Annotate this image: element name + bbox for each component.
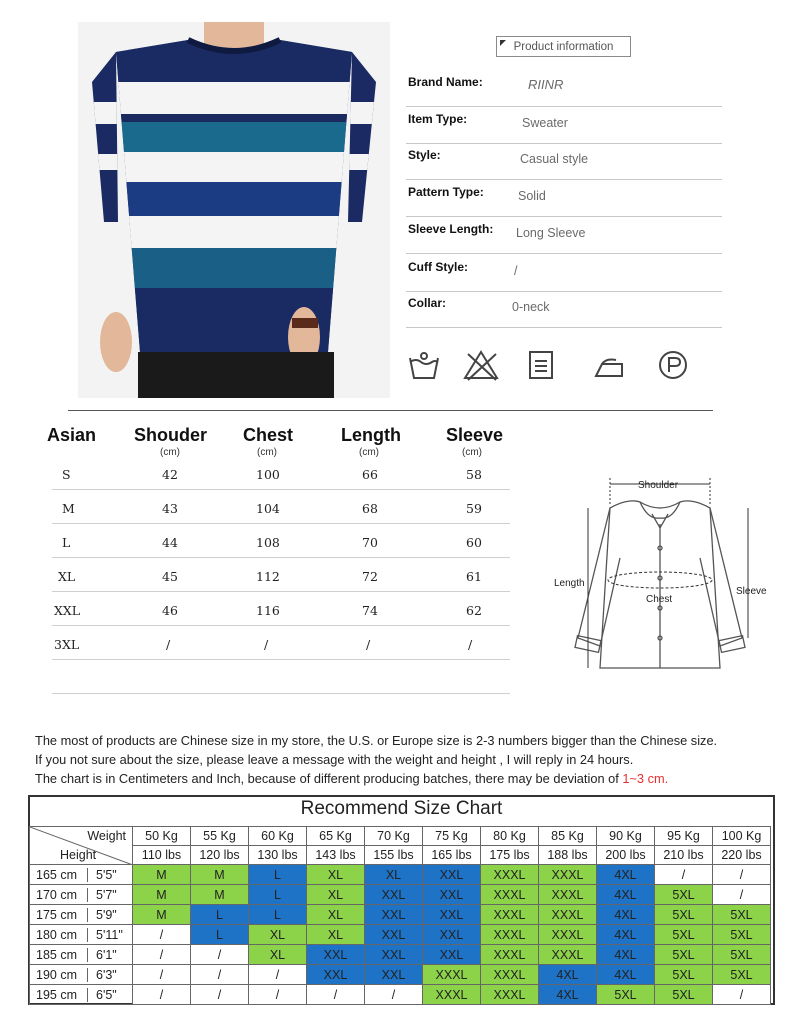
size-cell: L — [62, 535, 71, 550]
kg-cell: 100 Kg — [713, 827, 771, 846]
size-recommendation-cell: XXL — [423, 905, 481, 925]
height-row — [30, 885, 771, 905]
size-cell: 108 — [256, 535, 280, 550]
size-cell: 104 — [256, 501, 280, 516]
size-cell: 58 — [466, 467, 482, 482]
size-recommendation-cell: XL — [307, 885, 365, 905]
size-cell: / — [264, 637, 269, 652]
size-cell: XL — [58, 569, 76, 584]
size-cell: XXL — [54, 603, 81, 618]
size-recommendation-cell: XL — [249, 945, 307, 965]
tumble-dry-icon — [530, 352, 552, 378]
label-chest: Chest — [646, 594, 673, 605]
height-row — [30, 865, 771, 885]
size-cell: 43 — [162, 501, 178, 516]
size-recommendation-cell: / — [133, 965, 191, 985]
lbs-cell: 110 lbs — [133, 846, 191, 865]
size-cell: 100 — [256, 467, 280, 482]
size-recommendation-cell: 5XL — [713, 965, 771, 985]
size-recommendation-cell: / — [307, 985, 365, 1005]
info-label: Collar: — [408, 296, 447, 310]
size-recommendation-cell: XL — [307, 905, 365, 925]
height-cm: 180 cm — [30, 928, 88, 942]
size-recommendation-cell: / — [365, 985, 423, 1005]
size-recommendation-cell: L — [249, 905, 307, 925]
size-recommendation-cell: / — [133, 925, 191, 945]
info-value: RIINR — [528, 77, 564, 92]
size-cell: / — [366, 637, 371, 652]
weight-height-corner — [30, 827, 133, 865]
size-recommendation-cell: / — [655, 865, 713, 885]
header-sleeve: Sleeve — [446, 425, 504, 445]
lbs-cell: 120 lbs — [191, 846, 249, 865]
label-shoulder: Shoulder — [638, 480, 679, 491]
size-recommendation-cell: XXXL — [481, 925, 539, 945]
size-recommendation-cell: XXXL — [539, 905, 597, 925]
info-value: 0-neck — [512, 300, 550, 314]
height-cm: 170 cm — [30, 888, 88, 902]
height-row — [30, 965, 771, 985]
size-cell: 66 — [362, 467, 378, 482]
size-recommendation-cell: / — [713, 885, 771, 905]
lbs-cell: 143 lbs — [307, 846, 365, 865]
size-cell: 60 — [466, 535, 482, 550]
kg-cell: 95 Kg — [655, 827, 713, 846]
size-recommendation-cell: XXL — [365, 905, 423, 925]
height-cm: 185 cm — [30, 948, 88, 962]
size-recommendation-cell: 5XL — [655, 905, 713, 925]
size-cell: 45 — [162, 569, 178, 584]
size-recommendation-cell: / — [713, 985, 771, 1005]
size-cell: / — [468, 637, 473, 652]
size-recommendation-cell: XXXL — [481, 885, 539, 905]
info-value: Sweater — [522, 116, 568, 130]
recommend-table — [29, 826, 771, 1005]
size-recommendation-cell: 5XL — [713, 905, 771, 925]
info-row-collar — [406, 290, 722, 328]
size-recommendation-cell: 4XL — [597, 965, 655, 985]
size-recommendation-cell: 5XL — [655, 965, 713, 985]
height-ft: 6'5" — [96, 987, 117, 1002]
size-recommendation-cell: L — [249, 885, 307, 905]
size-row — [52, 489, 510, 524]
size-recommendation-cell: XL — [307, 925, 365, 945]
recommend-title: Recommend Size Chart — [300, 798, 503, 819]
product-photo — [78, 22, 390, 398]
height-ft: 5'5" — [96, 867, 117, 882]
info-row-brand — [406, 69, 722, 107]
size-recommendation-cell: XXL — [423, 865, 481, 885]
lbs-cell: 165 lbs — [423, 846, 481, 865]
size-cell: 72 — [362, 569, 378, 584]
shirt-outline-icon — [548, 468, 773, 673]
note-line-3-text: The chart is in Centimeters and Inch, because of different producing batches, there may be deviation of — [35, 771, 623, 786]
size-cell: 112 — [256, 569, 280, 584]
height-cell — [30, 965, 133, 985]
info-label: Cuff Style: — [408, 260, 468, 274]
size-recommendation-cell: XL — [365, 865, 423, 885]
kg-cell: 55 Kg — [191, 827, 249, 846]
unit-label: (cm) — [359, 447, 379, 458]
size-cell: / — [166, 637, 171, 652]
info-value: Solid — [518, 189, 546, 203]
size-recommendation-cell: 4XL — [539, 965, 597, 985]
height-cell — [30, 985, 133, 1005]
size-recommendation-cell: / — [133, 985, 191, 1005]
height-row — [30, 985, 771, 1005]
info-label: Brand Name: — [408, 75, 483, 89]
size-recommendation-cell: / — [249, 965, 307, 985]
dry-clean-p-icon — [660, 352, 686, 378]
kg-cell: 90 Kg — [597, 827, 655, 846]
size-recommendation-cell: XXL — [307, 945, 365, 965]
size-recommendation-cell: 5XL — [655, 985, 713, 1005]
height-cell — [30, 865, 133, 885]
note-line-1: The most of products are Chinese size in my store, the U.S. or Europe size is 2-3 numbers bigger than the Chinese size. — [35, 733, 718, 748]
info-value: / — [514, 264, 518, 278]
height-ft: 5'11" — [96, 927, 123, 942]
size-recommendation-cell: 5XL — [655, 925, 713, 945]
lbs-cell: 175 lbs — [481, 846, 539, 865]
size-recommendation-cell: XXXL — [481, 985, 539, 1005]
header-asian: Asian — [47, 425, 97, 445]
info-row-pattern — [406, 179, 722, 217]
size-recommendation-cell: L — [191, 925, 249, 945]
size-recommendation-cell: M — [133, 885, 191, 905]
size-cell: 68 — [362, 501, 378, 516]
size-cell: 59 — [466, 501, 482, 516]
info-value: Long Sleeve — [516, 226, 586, 240]
size-recommendation-cell: XXL — [365, 965, 423, 985]
weight-label: Weight — [87, 829, 126, 843]
kg-cell: 60 Kg — [249, 827, 307, 846]
size-recommendation-cell: XXXL — [539, 925, 597, 945]
size-recommendation-cell: 5XL — [655, 945, 713, 965]
lbs-cell: 188 lbs — [539, 846, 597, 865]
deviation-value: 1~3 cm. — [622, 771, 669, 786]
weight-kg-row — [30, 827, 771, 846]
size-recommendation-cell: XXXL — [539, 865, 597, 885]
size-recommendation-cell: XXXL — [539, 885, 597, 905]
size-recommendation-cell: L — [249, 865, 307, 885]
size-recommendation-cell: XXL — [423, 925, 481, 945]
label-sleeve: Sleeve — [736, 586, 767, 597]
hand-wash-icon — [410, 353, 438, 378]
size-recommendation-cell: XXXL — [539, 945, 597, 965]
size-recommendation-cell: XXXL — [423, 985, 481, 1005]
lbs-cell: 200 lbs — [597, 846, 655, 865]
kg-cell: 50 Kg — [133, 827, 191, 846]
size-recommendation-cell: XL — [307, 865, 365, 885]
size-recommendation-cell: XXL — [365, 925, 423, 945]
size-recommendation-cell: M — [191, 885, 249, 905]
height-label: Height — [60, 848, 97, 862]
no-bleach-icon — [465, 352, 497, 380]
height-cm: 190 cm — [30, 968, 88, 982]
size-recommendation-cell: XXXL — [481, 905, 539, 925]
size-recommendation-cell: L — [191, 905, 249, 925]
size-recommendation-cell: XXL — [423, 945, 481, 965]
info-row-style — [406, 142, 722, 180]
kg-cell: 65 Kg — [307, 827, 365, 846]
info-row-sleeve-length — [406, 216, 722, 254]
height-cell — [30, 925, 133, 945]
kg-cell: 75 Kg — [423, 827, 481, 846]
size-cell: 3XL — [54, 637, 80, 652]
header-shoulder: Shouder — [134, 425, 208, 445]
lbs-cell: 220 lbs — [713, 846, 771, 865]
height-cm: 165 cm — [30, 868, 88, 882]
size-recommendation-cell: 5XL — [597, 985, 655, 1005]
label-length: Length — [554, 578, 585, 589]
size-recommendation-cell: M — [133, 865, 191, 885]
divider — [68, 410, 713, 411]
header-chest: Chest — [243, 425, 294, 445]
badge-label: Product information — [513, 41, 614, 53]
size-recommendation-cell: 4XL — [597, 945, 655, 965]
height-cm: 175 cm — [30, 908, 88, 922]
size-recommendation-cell: XXL — [365, 885, 423, 905]
lbs-cell: 155 lbs — [365, 846, 423, 865]
info-label: Style: — [408, 148, 441, 162]
note-line-2: If you not sure about the size, please leave a message with the weight and height , I will reply in 24 hours. — [35, 752, 634, 767]
size-cell: 46 — [162, 603, 178, 618]
height-cm: 195 cm — [30, 988, 88, 1002]
size-row — [52, 455, 510, 490]
size-cell: 62 — [466, 603, 482, 618]
size-recommendation-cell: 4XL — [597, 885, 655, 905]
info-row-item-type — [406, 106, 722, 144]
size-recommendation-cell: 4XL — [597, 925, 655, 945]
iron-icon — [596, 360, 622, 377]
lbs-cell: 130 lbs — [249, 846, 307, 865]
unit-label: (cm) — [462, 447, 482, 458]
size-recommendation-cell: XXL — [365, 945, 423, 965]
size-recommendation-cell: M — [191, 865, 249, 885]
size-recommendation-cell: 4XL — [597, 905, 655, 925]
height-row — [30, 925, 771, 945]
size-recommendation-cell: 4XL — [597, 865, 655, 885]
size-recommendation-cell: XXL — [423, 885, 481, 905]
care-icons — [404, 348, 704, 384]
info-row-cuff-style — [406, 254, 722, 292]
kg-cell: 80 Kg — [481, 827, 539, 846]
weight-lbs-row — [30, 846, 771, 865]
size-recommendation-cell: / — [249, 985, 307, 1005]
recommend-body — [30, 865, 771, 1005]
size-row — [52, 591, 510, 626]
size-cell: 44 — [162, 535, 178, 550]
size-recommendation-cell: / — [713, 865, 771, 885]
height-ft: 5'7" — [96, 887, 117, 902]
size-cell: 70 — [362, 535, 378, 550]
info-label: Sleeve Length: — [408, 222, 494, 236]
kg-cell: 70 Kg — [365, 827, 423, 846]
size-recommendation-cell: / — [191, 965, 249, 985]
size-row — [52, 557, 510, 592]
size-recommendation-cell: / — [191, 985, 249, 1005]
height-ft: 6'1" — [96, 947, 117, 962]
size-recommendation-cell: M — [133, 905, 191, 925]
size-recommendation-cell: XXXL — [423, 965, 481, 985]
info-label: Item Type: — [408, 112, 468, 126]
size-row — [52, 523, 510, 558]
size-cell: 42 — [162, 467, 178, 482]
size-recommendation-cell: XXL — [307, 965, 365, 985]
size-cell: 61 — [466, 569, 482, 584]
size-cell: M — [62, 501, 75, 516]
size-row-empty — [52, 659, 510, 694]
size-recommendation-cell: / — [133, 945, 191, 965]
height-cell — [30, 885, 133, 905]
corner-triangle-icon — [500, 40, 506, 46]
size-recommendation-cell: XL — [249, 925, 307, 945]
header-length: Length — [341, 425, 401, 445]
size-recommendation-cell: XXXL — [481, 965, 539, 985]
kg-cell: 85 Kg — [539, 827, 597, 846]
size-recommendation-cell: 5XL — [713, 925, 771, 945]
height-ft: 5'9" — [96, 907, 117, 922]
size-recommendation-cell: XXXL — [481, 945, 539, 965]
height-cell — [30, 945, 133, 965]
note-line-3 — [35, 771, 668, 786]
height-row — [30, 945, 771, 965]
size-recommendation-cell: / — [191, 945, 249, 965]
height-row — [30, 905, 771, 925]
product-information-badge — [496, 36, 631, 57]
info-value: Casual style — [520, 152, 589, 166]
size-row — [52, 625, 510, 660]
measurement-diagram — [548, 468, 773, 673]
height-ft: 6'3" — [96, 967, 117, 982]
size-recommendation-cell: XXXL — [481, 865, 539, 885]
unit-label: (cm) — [257, 447, 277, 458]
size-recommendation-cell: 5XL — [713, 945, 771, 965]
size-recommendation-cell: 5XL — [655, 885, 713, 905]
unit-label: (cm) — [160, 447, 180, 458]
size-cell: 116 — [256, 603, 280, 618]
info-label: Pattern Type: — [408, 185, 484, 199]
lbs-cell: 210 lbs — [655, 846, 713, 865]
size-cell: S — [62, 467, 71, 482]
size-recommendation-cell: 4XL — [539, 985, 597, 1005]
height-cell — [30, 905, 133, 925]
size-cell: 74 — [362, 603, 378, 618]
